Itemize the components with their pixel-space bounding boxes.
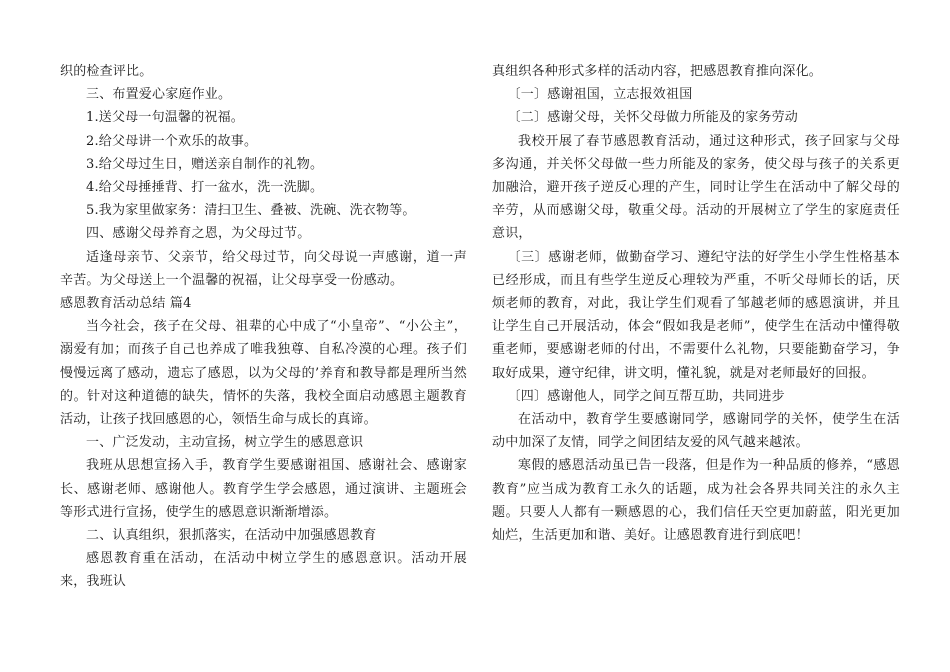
paragraph: 〔二〕感谢父母，关怀父母做力所能及的家务劳动 xyxy=(507,110,798,126)
paragraph: 寒假的感恩活动虽已告一段落，但是作为一种品质的修养，“感恩教育”应当成为教育工永久的话题，成为社会各界共同关注的永久主题。只要人人都有一颗感恩的心，我们信任天空更加蔚蓝，阳光更加灿烂，生活更加和谐、美好。让感恩教育进行到底吧！ xyxy=(492,458,900,544)
paragraph: 我班从思想宣扬入手，教育学生要感谢祖国、感谢社会、感谢家长、感谢老师、感谢他人。教育学生学会感恩，通过演讲、主题班会等形式进行宣扬，使学生的感恩意识渐渐增添。 xyxy=(60,458,467,520)
paragraph: 〔一〕感谢祖国，立志报效祖国 xyxy=(507,87,693,103)
paragraph: 当今社会，孩子在父母、祖辈的心中成了“小皇帝”、“小公主”，溺爱有加；而孩子自己也养成了唯我独尊、自私冷漠的心理。孩子们慢慢远离了感动，遗忘了感恩，以为父母的’养育和教导都是理所当然的。针对这种道德的缺失，情怀的失落，我校全面启动感恩主题教育活动，让孩子找回感恩的心，领悟生命与成长的真谛。 xyxy=(60,319,467,428)
paragraph: 〔四〕感谢他人，同学之间互帮互助，共同进步 xyxy=(507,388,785,404)
paragraph: 在活动中，教育学生要感谢同学，感谢同学的关怀，使学生在活动中加深了友情，同学之间团结友爱的风气越来越浓。 xyxy=(492,412,900,451)
paragraph: 〔三〕感谢老师，做勤奋学习、遵纪守法的好学生小学生性格基本已经形成，而且有些学生逆反心理较为严重，不听父母师长的话，厌烦老师的教育，对此，我让学生们观看了邹越老师的感恩演讲，并且让学生自己开展活动，体会“假如我是老师”，使学生在活动中懂得敬重老师，要感谢老师的付出，不需要什么礼物，只要能勤奋学习，争取好成果，遵守纪律，讲文明，懂礼貌，就是对老师最好的回报。 xyxy=(492,249,900,381)
paragraph: 4.给父母捶捶背、打一盆水，洗一洗脚。 xyxy=(86,180,324,196)
paragraph: 5.我为家里做家务：清扫卫生、叠被、洗碗、洗衣物等。 xyxy=(86,203,416,219)
paragraph: 四、感谢父母养育之恩，为父母过节。 xyxy=(86,226,311,242)
paragraph: 织的检查评比。 xyxy=(60,64,153,79)
section-heading: 感恩教育活动总结 篇4 xyxy=(60,296,192,312)
paragraph: 真组织各种形式多样的活动内容，把感恩教育推向深化。 xyxy=(492,64,823,79)
paragraph: 二、认真组织，狠抓落实，在活动中加强感恩教育 xyxy=(86,528,377,544)
paragraph: 感恩教育重在活动，在活动中树立学生的感恩意识。活动开展来，我班认 xyxy=(60,551,467,590)
paragraph: 适逢母亲节、父亲节，给父母过节，向父母说一声感谢，道一声辛苦。为父母送上一个温馨的祝福，让父母享受一份感动。 xyxy=(60,249,467,288)
paragraph: 我校开展了春节感恩教育活动，通过这种形式，孩子回家与父母多沟通，并关怀父母做一些力所能及的家务，使父母与孩子的关系更加融洽，避开孩子逆反心理的产生，同时让学生在活动中了解父母的辛劳，从而感谢父母，敬重父母。活动的开展树立了学生的家庭责任意识， xyxy=(492,133,900,242)
paragraph: 一、广泛发动，主动宣扬，树立学生的感恩意识 xyxy=(86,435,364,451)
right-column xyxy=(492,60,900,547)
left-column xyxy=(60,60,467,594)
paragraph: 2.给父母讲一个欢乐的故事。 xyxy=(86,133,258,149)
paragraph: 三、布置爱心家庭作业。 xyxy=(86,87,232,103)
paragraph: 1.送父母一句温馨的祝福。 xyxy=(86,110,245,126)
paragraph: 3.给父母过生日，赠送亲自制作的礼物。 xyxy=(86,156,324,172)
